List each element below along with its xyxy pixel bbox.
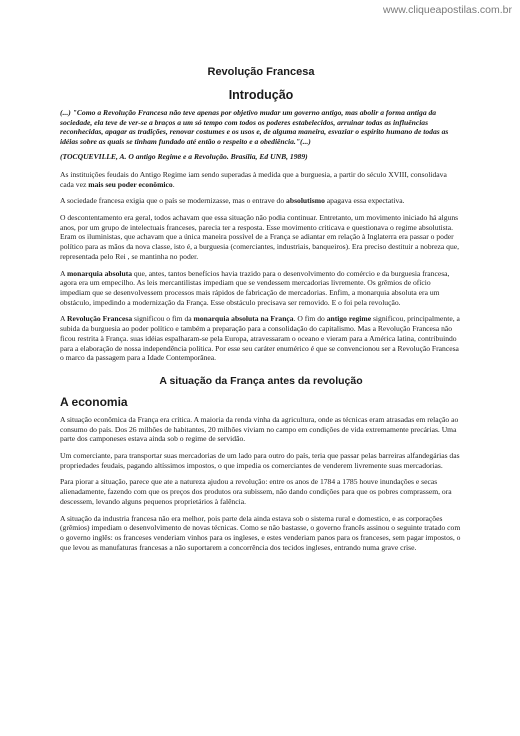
document-title: Revolução Francesa	[207, 66, 315, 78]
paragraph: Para piorar a situação, parece que ate a natureza ajudou a revolução: entre os anos de 1784 a 1785 houve inundações e secas alienadamente, fazendo com que os preços dos produtos ora subissem, não dando condições para que os pobres comprassem, ora descessem, levando alguns pequenos proprietários à falência.	[60, 477, 452, 506]
section-heading-introducao: Introdução	[228, 88, 294, 102]
paragraph: Um comerciante, para transportar suas mercadorias de um lado para outro do país, teria que passar pelas barreiras alfandegárias das propriedades feudais, pagando altíssimos impostos, o que impedia os comerciantes de venderem livremente suas mercadorias.	[60, 451, 460, 470]
paragraph: A monarquia absoluta que, antes, tantos benefícios havia trazido para o desenvolvimento do comércio e da burguesia francesa, agora era um empecilho. As leis mercantilistas impediam que se vendessem mercadorias livremente. Os grêmios de ofício impediam que se desenvolvessem processos mais rápidos de fabricação de mercadorias. Enfim, a monarquia absoluta era um obstáculo, impedindo a modernização da França. Esse obstáculo precisava ser removido. E o foi pela revolução.	[60, 268, 450, 307]
paragraph: O descontentamento era geral, todos achavam que essa situação não podia continuar. Entretanto, um movimento iniciado há alguns anos, por um grupo de intelectuais franceses, parecia ter a resposta. Esse movimento criticava e questionava o regime absolutista. Eram os iluministas, que achavam que a única maneira possível de a França se adiantar em relação à Inglaterra era passar o poder político para as mãos da nova classe, isto é, a burguesia (comerciantes, industriais, banqueiros). Era preciso destituir a nobreza que, representada pelo Rei , se mantinha no poder.	[60, 213, 460, 261]
paragraph: As instituições feudais do Antigo Regime iam sendo superadas à medida que a burguesia, a partir do século XVIII, consolidava cada vez mais seu poder econômico.	[60, 169, 447, 189]
paragraph: A situação da industria francesa não era melhor, pois parte dela ainda estava sob o sistema rural e domestico, e as corporações (grêmios) impediam o desenvolvimento de novas técnicas. Como se não bastasse, o governo francês assinou o seguinte tratado com o governo inglês: os franceses venderiam vinhos para os ingleses, e estes venderiam panos para os franceses, sem pagar impostos, o que levou as manufaturas francesas a não suportarem a concorrência dos tecidos ingleses, entrando numa grave crise.	[60, 513, 461, 552]
epigraph-quote: (...) "Como a Revolução Francesa não teve apenas por objetivo mudar um governo antigo, mas abolir a forma antiga da sociedade, ela teve de ver-se a braços a um só tempo com todos os poderes estabelecidos, arruinar todas as influências reconhecidas, apagar as tradições, renovar costumes e os usos e, de alguma maneira, esvaziar o espírito humano de todas as idéias sobre as quais se tinham fundado até então o respeito e a obediência."(...)	[60, 108, 449, 146]
paragraph: A situação econômica da França era crítica. A maioria da renda vinha da agricultura, onde as técnicas eram atrasadas em relação ao consumo do país. Dos 26 milhões de habitantes, 20 milhões viviam no campo em condições de vida extremamente precárias. Uma parte dos camponeses estava ainda sob o regime de servidão.	[60, 414, 459, 444]
site-url[interactable]: www.cliqueapostilas.com.br	[383, 4, 512, 16]
epigraph-citation: (TOCQUEVILLE, A. O antigo Regime e a Revolução. Brasília, Ed UNB, 1989)	[60, 152, 308, 162]
paragraph: A sociedade francesa exigia que o país se modernizasse, mas o entrave do absolutismo apagava essa expectativa.	[60, 196, 405, 206]
paragraph: A Revolução Francesa significou o fim da monarquia absoluta na França. O fim do antigo regime significou, principalmente, a subida da burguesia ao poder político e também a preparação para a consolidação do capitalismo. Mas a Revolução Francesa não ficou restrita à França. suas idéias espalharam-se pela Europa, atravessaram o oceano e vieram para a América latina, contribuindo para a elaboração de nossa independência política. Por esse seu caráter enumérico é que se convencionou ser a Revolução Francesa o marco da passagem para a Idade Contemporânea.	[60, 314, 460, 363]
section-heading-situacao: A situação da França antes da revolução	[159, 374, 363, 387]
subsection-heading-economia: A economia	[60, 394, 128, 409]
document-page	[60, 66, 462, 559]
